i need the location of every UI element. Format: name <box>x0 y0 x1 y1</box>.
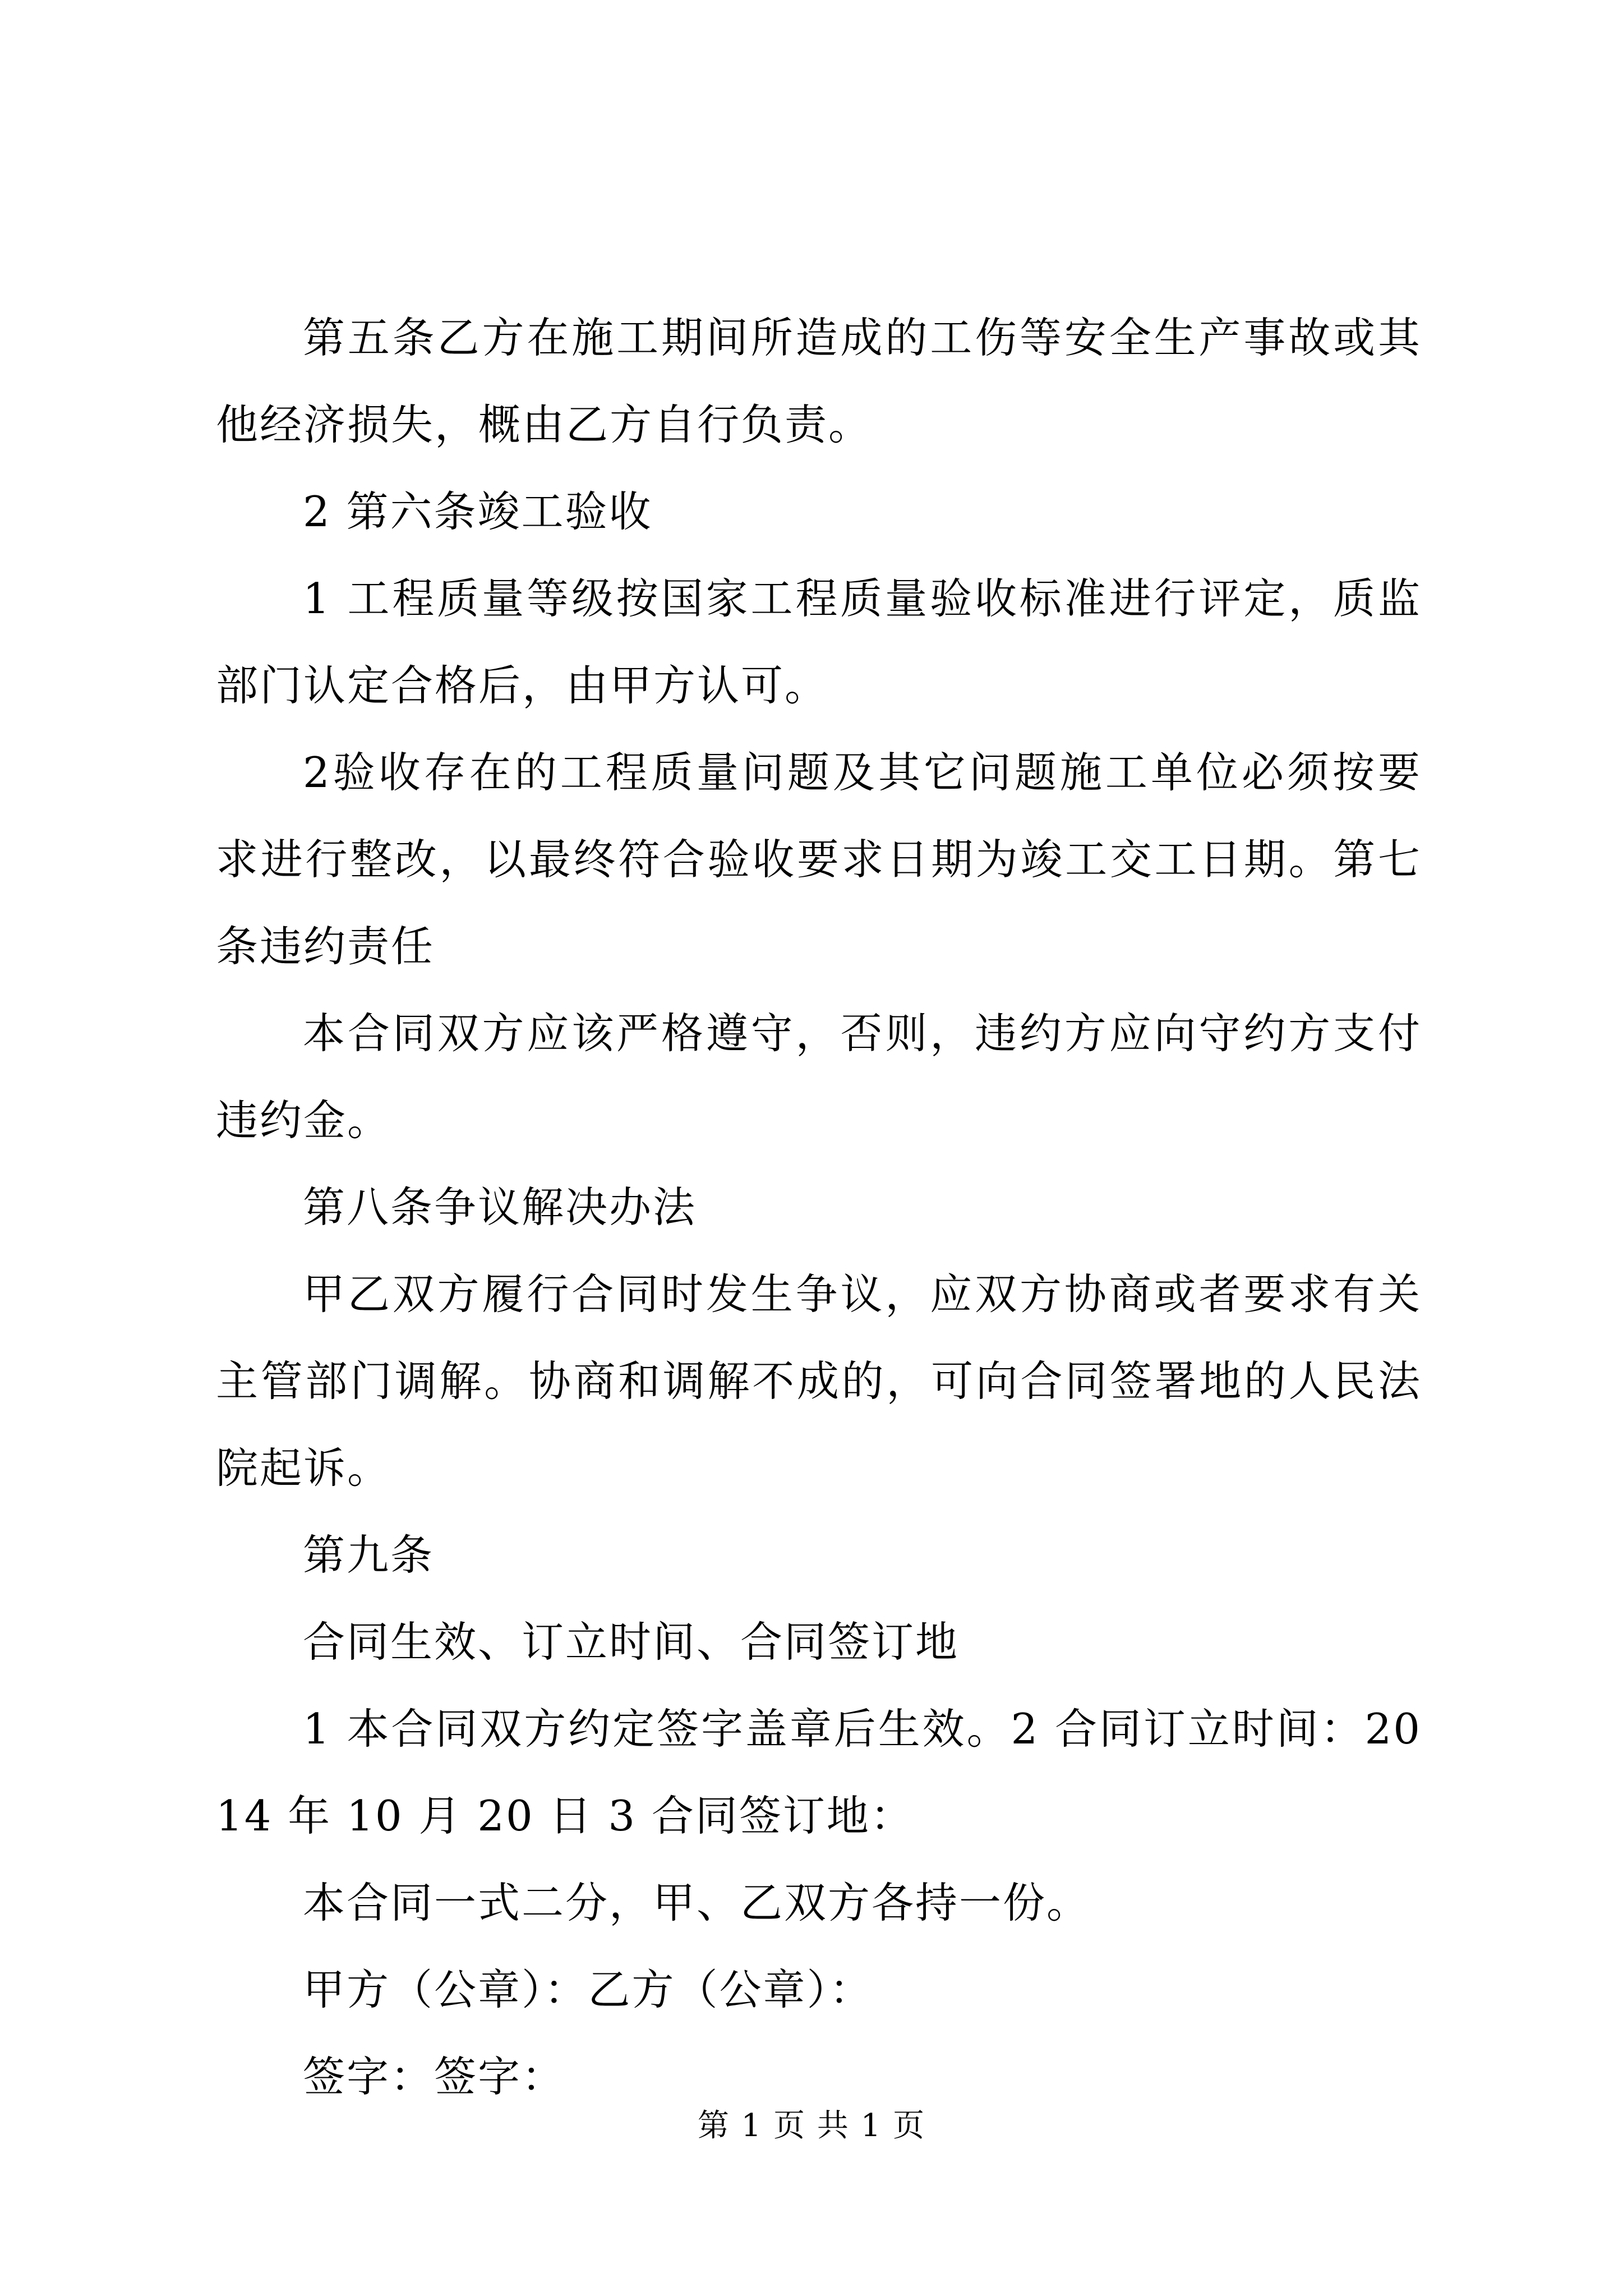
paragraph-article-6-heading: 2 第六条竣工验收 <box>303 487 653 536</box>
paragraph-article-9-items: 1 本合同双方约定签字盖章后生效。2 合同订立时间：2014 年 10 月 20 日 3 合同签订地： <box>216 1704 1422 1841</box>
paragraph-article-8-body: 甲乙双方履行合同时发生争议，应双方协商或者要求有关主管部门调解。协商和调解不成的，可向合同签署地的人民法院起诉。 <box>216 1269 1422 1493</box>
paragraph-signatures: 签字：签字： <box>303 2052 566 2101</box>
paragraph-article-6-item-1: 1 工程质量等级按国家工程质量验收标准进行评定，质监部门认定合格后，由甲方认可。 <box>216 574 1422 710</box>
paragraph-article-6-item-2: 2验收存在的工程质量问题及其它问题施工单位必须按要求进行整改，以最终符合验收要求日期为竣工交工日期。第七条违约责任 <box>216 748 1422 971</box>
document-body <box>216 295 1422 2120</box>
paragraph-seals: 甲方（公章）：乙方（公章）： <box>303 1965 874 2014</box>
paragraph-article-5: 第五条乙方在施工期间所造成的工伤等安全生产事故或其他经济损失，概由乙方自行负责。 <box>216 313 1422 449</box>
paragraph-article-8-heading: 第八条争议解决办法 <box>303 1182 697 1232</box>
paragraph-copies: 本合同一式二分，甲、乙双方各持一份。 <box>303 1878 1091 1927</box>
page-footer: 第 1 页 共 1 页 <box>697 2108 926 2144</box>
paragraph-article-9-title: 合同生效、订立时间、合同签订地 <box>303 1617 960 1667</box>
paragraph-article-9-heading: 第九条 <box>303 1530 435 1580</box>
paragraph-article-7-body: 本合同双方应该严格遵守，否则，违约方应向守约方支付违约金。 <box>216 1009 1422 1145</box>
